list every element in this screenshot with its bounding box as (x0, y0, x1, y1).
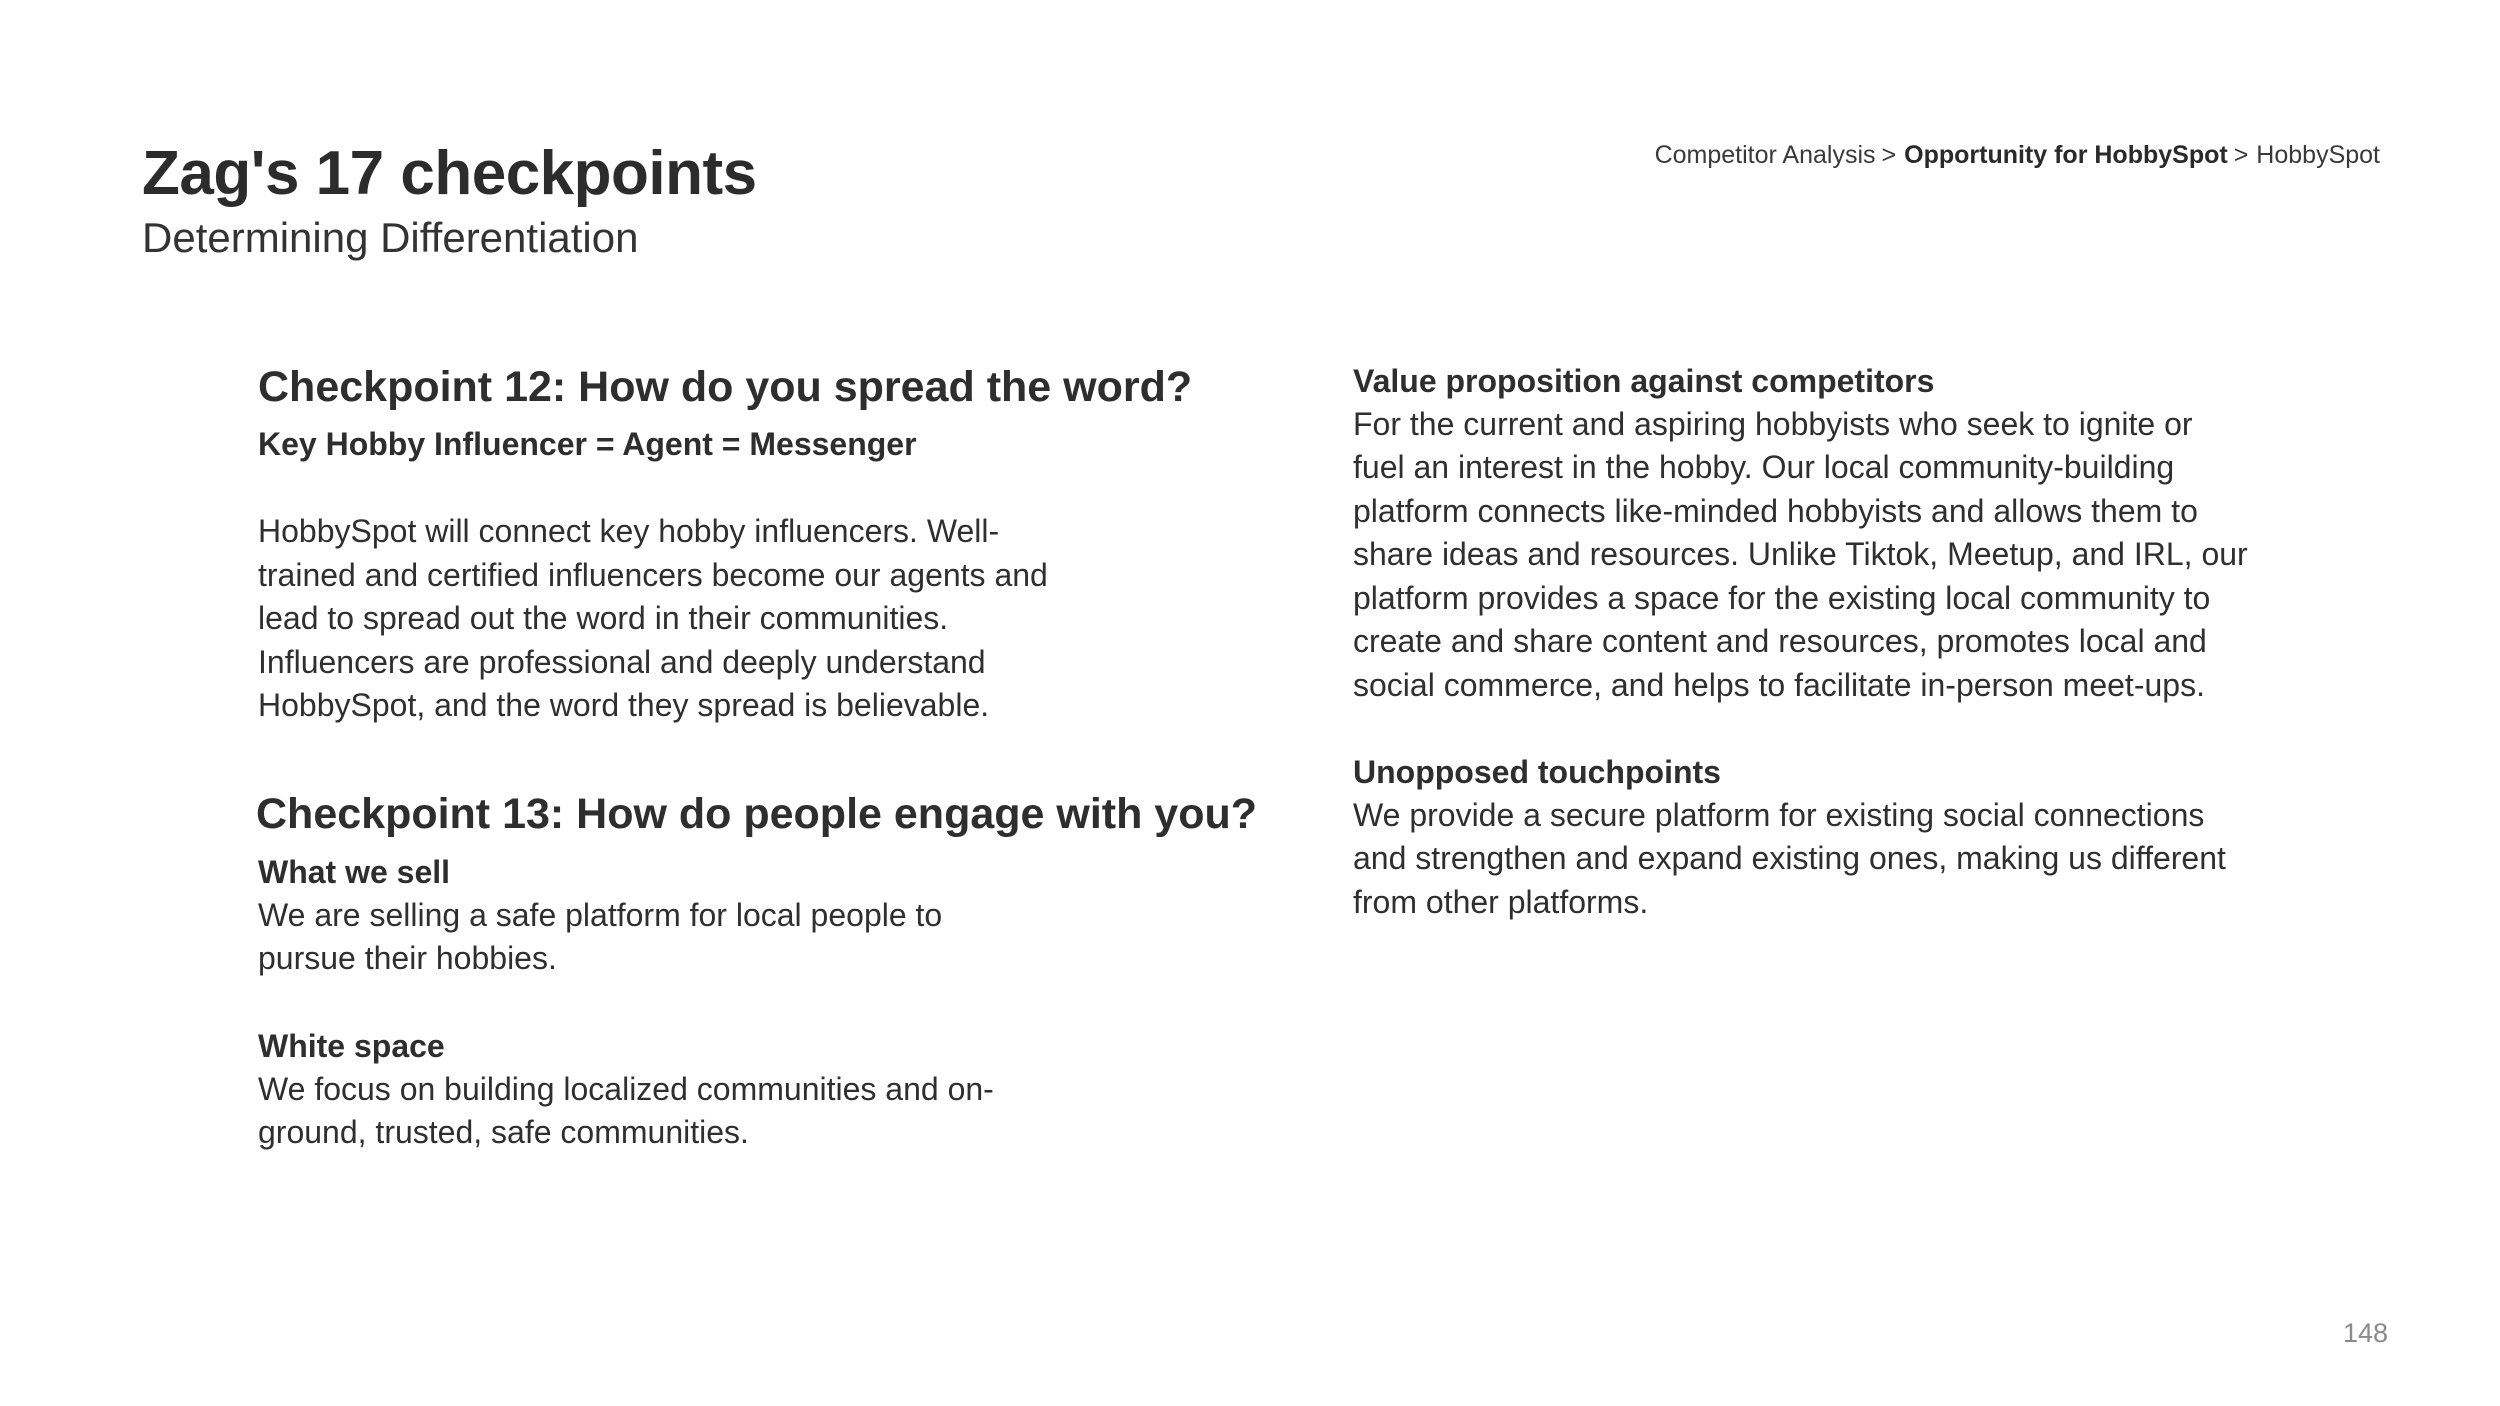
body-line: lead to spread out the word in their communities. (258, 600, 949, 636)
body-line: platform connects like-minded hobbyists and allows them to (1353, 492, 2198, 529)
checkpoint-12-subheading: Key Hobby Influencer = Agent = Messenger (258, 426, 917, 462)
breadcrumb-item-opportunity[interactable]: Opportunity for HobbySpot (1904, 141, 2228, 169)
body-line: social commerce, and helps to facilitate in-person meet-ups. (1353, 666, 2205, 703)
body-line: pursue their hobbies. (258, 940, 557, 977)
page-number: 148 (2342, 1318, 2388, 1348)
body-line: platform provides a space for the existing local community to (1353, 579, 2211, 616)
body-line: fuel an interest in the hobby. Our local community-building (1353, 449, 2175, 486)
checkpoint-12-heading: Checkpoint 12: How do you spread the word? (258, 363, 1193, 411)
body-line: ground, trusted, safe communities. (258, 1114, 749, 1151)
body-line: from other platforms. (1353, 883, 1649, 920)
checkpoint-13-what-we-sell (258, 852, 1088, 981)
section-title: What we sell (258, 854, 451, 890)
body-line: We focus on building localized communities and on- (258, 1070, 994, 1107)
body-line: share ideas and resources. Unlike Tiktok, Meetup, and IRL, our (1353, 536, 2248, 573)
body-line: HobbySpot will connect key hobby influencers. Well- (258, 513, 1000, 549)
unopposed-touchpoints-section (1353, 752, 2283, 924)
breadcrumb-item-hobbyspot[interactable]: HobbySpot (2256, 141, 2380, 169)
breadcrumb-separator: > (2233, 141, 2249, 169)
page-title: Zag's 17 checkpoints (142, 139, 757, 208)
breadcrumb (1655, 141, 2380, 170)
body-line: trained and certified influencers become our agents and (258, 556, 1048, 593)
breadcrumb-separator: > (1881, 141, 1897, 169)
body-line: We provide a secure platform for existing social connections (1353, 796, 2205, 833)
checkpoint-13-heading: Checkpoint 13: How do people engage with you? (256, 790, 1258, 838)
section-title: White space (258, 1028, 445, 1064)
body-line: Influencers are professional and deeply understand (258, 643, 986, 680)
body-line: create and share content and resources, promotes local and (1353, 623, 2207, 660)
section-title: Unopposed touchpoints (1353, 754, 1721, 790)
breadcrumb-item-competitor-analysis[interactable]: Competitor Analysis (1654, 141, 1876, 169)
page-subtitle: Determining Differentiation (142, 214, 639, 261)
checkpoint-13-white-space (258, 1026, 1088, 1155)
body-line: We are selling a safe platform for local people to (258, 896, 943, 933)
value-proposition-section (1353, 361, 2283, 707)
checkpoint-12-body (258, 510, 1088, 728)
body-line: For the current and aspiring hobbyists who seek to ignite or (1353, 405, 2193, 442)
section-title: Value proposition against competitors (1353, 363, 1935, 399)
body-line: HobbySpot, and the word they spread is believable. (258, 687, 990, 723)
body-line: and strengthen and expand existing ones, making us different (1353, 840, 2226, 877)
